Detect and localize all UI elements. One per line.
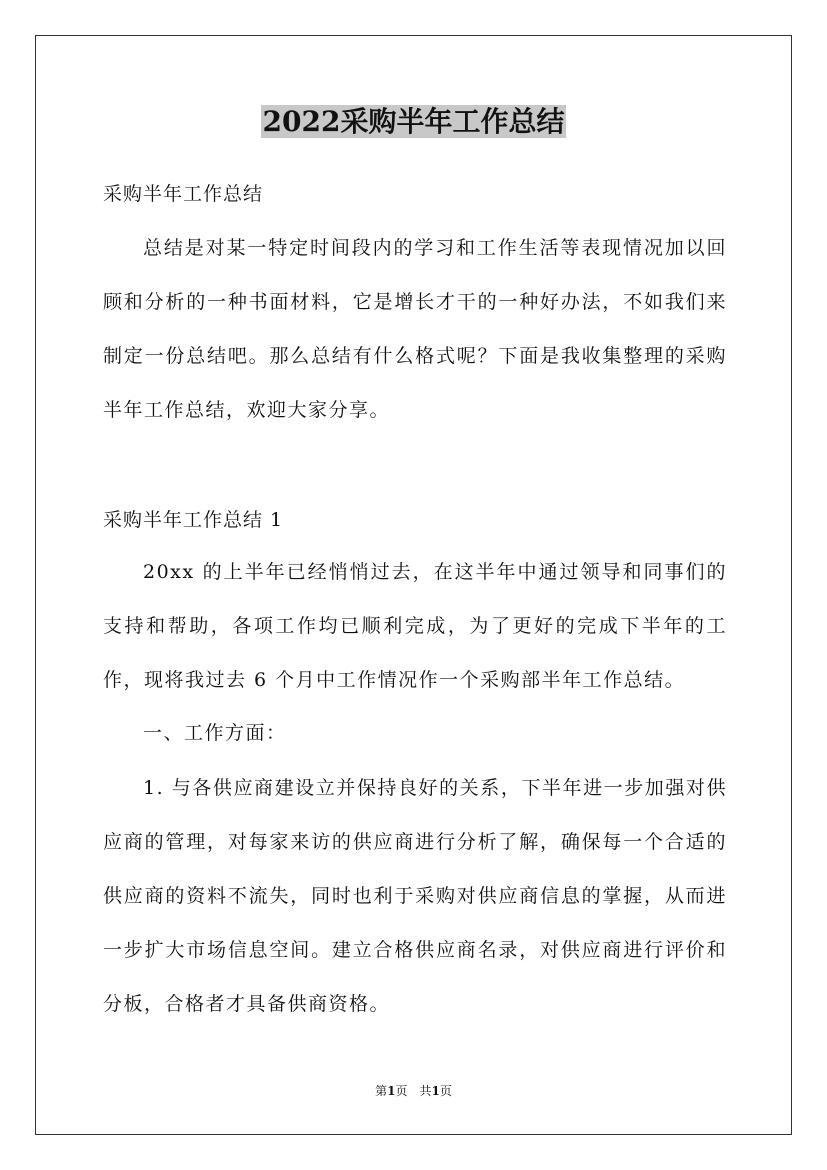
section1-heading: 采购半年工作总结 1 [103, 509, 284, 531]
document-title [0, 102, 827, 142]
document-subtitle: 采购半年工作总结 [103, 183, 264, 205]
footer-total-number: 1 [431, 1084, 440, 1098]
footer-page-label: 第 [375, 1084, 388, 1098]
document-title-text: 2022采购半年工作总结 [262, 105, 565, 138]
section1-item-1: 1. 与各供应商建设立并保持良好的关系，下半年进一步加强对供应商的管理，对每家来访的供应商进行分析了解，确保每一个合适的供应商的资料不流失，同时也利于采购对供应商信息的掌握，从而进一步扩大市场信息空间。建立合格供应商名录，对供应商进行评价和分板，合格者才具备供商资格。 [103, 777, 727, 1015]
footer-page-mid: 页 共 [395, 1084, 432, 1098]
page-footer [0, 1082, 827, 1100]
footer-page-number: 1 [387, 1084, 396, 1098]
footer-page-end: 页 [439, 1084, 452, 1098]
intro-paragraph: 总结是对某一特定时间段内的学习和工作生活等表现情况加以回顾和分析的一种书面材料，它是增长才干的一种好办法，不如我们来制定一份总结吧。那么总结有什么格式呢？下面是我收集整理的采购半年工作总结，欢迎大家分享。 [103, 237, 727, 421]
section1-subheading: 一、工作方面： [143, 722, 287, 744]
section1-paragraph: 20xx 的上半年已经悄悄过去，在这半年中通过领导和同事们的支持和帮助，各项工作均已顺利完成，为了更好的完成下半年的工作，现将我过去 6 个月中工作情况作一个采购部半年工作总结。 [103, 561, 727, 691]
